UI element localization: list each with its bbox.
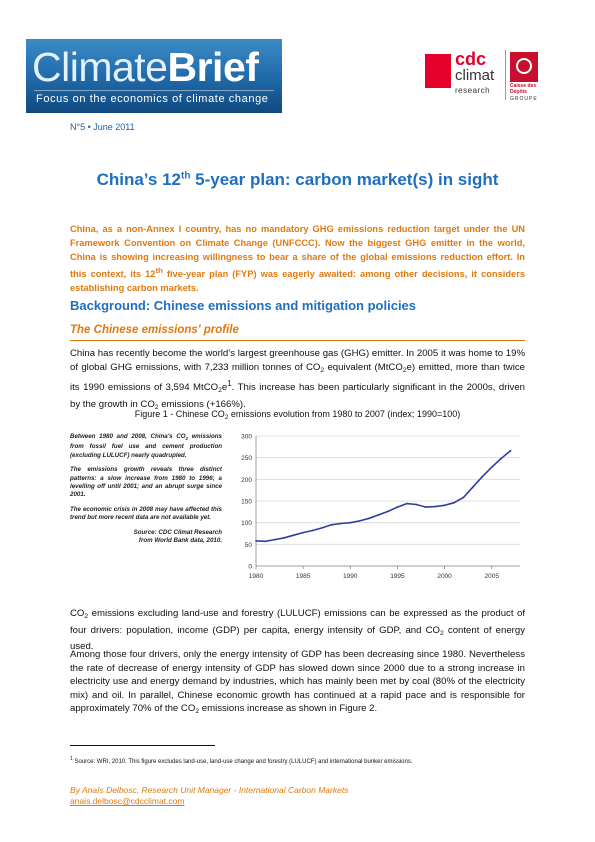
y-tick-label: 150 bbox=[241, 498, 252, 506]
cdc-red-block bbox=[425, 54, 451, 88]
x-tick-label: 2000 bbox=[437, 573, 452, 580]
data-point bbox=[312, 530, 314, 532]
brand-bold: Brief bbox=[167, 44, 259, 90]
data-point bbox=[397, 506, 399, 508]
data-point bbox=[265, 540, 267, 542]
data-point bbox=[406, 503, 408, 505]
data-point bbox=[491, 466, 493, 468]
section-heading: Background: Chinese emissions and mitigation policies bbox=[70, 298, 417, 313]
data-point bbox=[472, 486, 474, 488]
data-point bbox=[500, 458, 502, 460]
data-point bbox=[340, 523, 342, 525]
paragraph-2: $CO_2$ emissions excluding land-use and forestry (LULUCF) emissions can be expressed as the product of four drivers: population, income (GDP) per capita, energy intensity of GDP, and $CO_2$ content of energy used. bbox=[70, 608, 525, 652]
caisse-name: Caisse des Dépôts bbox=[510, 83, 537, 95]
data-point bbox=[481, 476, 483, 478]
logo-separator bbox=[505, 50, 506, 100]
data-point bbox=[274, 539, 276, 541]
author-byline: By Anaïs Delbosc, Research Unit Manager - International Carbon Markets bbox=[70, 785, 349, 795]
data-point bbox=[453, 502, 455, 504]
y-tick-label: 0 bbox=[248, 563, 252, 571]
data-point bbox=[349, 522, 351, 524]
author-email-link[interactable]: anais.delbosc@cdcclimat.com bbox=[70, 796, 185, 806]
subsection-heading: The Chinese emissions' profile bbox=[70, 324, 239, 336]
brand-light: Climate bbox=[32, 44, 168, 90]
paragraph-3: Among those four drivers, only the energy intensity of GDP has been decreasing since 1980. Nevertheless the rate of decrease of energy intensity of GDP has slowed down since 2000 due to a strong increase in electricity use and energy demand by industries, which has mainly been met by coal (80% of the electricity mix) and oil. In parallel, Chinese economic growth has continued at a rapid pace and is responsible for approximately 70% of the $CO_2$ emissions increase as shown in Figure 2. bbox=[70, 649, 525, 715]
caisse-group: GROUPE bbox=[510, 96, 538, 102]
data-point bbox=[255, 540, 257, 542]
x-tick-label: 1980 bbox=[248, 573, 264, 580]
issue-number: N°5 • June 2011 bbox=[70, 122, 135, 132]
figure-note-2: The emissions growth reveals three distinct patterns: a slow increase from 1980 to 1996; a levelling off until 2001; and an abrupt surge since 2001. bbox=[70, 466, 222, 499]
data-point bbox=[415, 504, 417, 506]
cdc-name: cdc bbox=[455, 49, 487, 69]
y-tick-label: 250 bbox=[241, 455, 252, 463]
y-tick-label: 100 bbox=[241, 520, 252, 528]
data-point bbox=[425, 506, 427, 508]
figure-caption: Figure 1 - Chinese $CO_2$ emissions evolution from 1980 to 2007 (index; 1990=100) bbox=[134, 409, 461, 421]
data-point bbox=[293, 534, 295, 536]
paragraph-1: China has recently become the world’s largest greenhouse gas (GHG) emitter. In 2005 it was home to 19% of global GHG emissions, with 7,233 million tonnes of $CO_2$ equivalent (MtCO$_2$e) emitted, more than twice its 1990 emissions of 3,594 $MtCO_2e^1$. This increase has been particularly significant in the 2000s, driven by the growth in $CO_2$ emissions (+166%). bbox=[70, 348, 525, 411]
figure-note-1: Between 1980 and 2008, China's $CO_2$ emissions from fossil fuel use and cement production (excluding LULUCF) nearly quadrupled. bbox=[70, 433, 223, 459]
data-point bbox=[321, 527, 323, 529]
x-tick-label: 1985 bbox=[295, 573, 311, 580]
figure-note-3: The economic crisis in 2008 may have affected this trend but more recent data are not available yet. bbox=[70, 505, 222, 522]
figure-note bbox=[70, 433, 222, 551]
data-point bbox=[463, 497, 465, 499]
caisse-emblem-icon bbox=[510, 52, 538, 82]
data-point bbox=[359, 520, 361, 522]
data-point bbox=[444, 504, 446, 506]
cdc-climat-logo bbox=[425, 50, 537, 106]
emissions-series-line bbox=[256, 451, 511, 542]
x-tick-label: 2005 bbox=[484, 573, 499, 580]
x-tick-label: 1995 bbox=[390, 573, 405, 580]
cdc-division: research bbox=[455, 86, 491, 95]
y-tick-label: 50 bbox=[244, 541, 252, 549]
footnote-rule bbox=[70, 745, 215, 746]
banner-divider bbox=[34, 90, 274, 91]
data-point bbox=[387, 511, 389, 513]
subsection-rule bbox=[70, 340, 525, 341]
data-point bbox=[331, 524, 333, 526]
x-tick-label: 1990 bbox=[343, 573, 358, 580]
brand-title bbox=[32, 42, 258, 92]
figure-source: Source: CDC Climat Research from World Bank data, 2010. bbox=[133, 528, 222, 545]
data-point bbox=[510, 450, 512, 452]
abstract: China, as a non-Annex I country, has no mandatory GHG emissions reduction target under the UN Framework Convention on Climate Change (UNFCCC). Now the biggest GHG emitter in the world, China is showing increasing willingness to bear a share of the global emissions reduction effort. In this context, its 12th five-year plan (FYP) was eagerly awaited: among other decisions, it considers establishing carbon markets. bbox=[70, 224, 525, 294]
y-tick-label: 200 bbox=[241, 476, 252, 484]
data-point bbox=[283, 537, 285, 539]
footnote: $^1$ Source: WRI, 2010. This figure excludes land-use, land-use change and forestry (LULUCF) and international bunker emissions. bbox=[70, 756, 413, 765]
brand-tagline: Focus on the economics of climate change bbox=[36, 93, 269, 105]
data-point bbox=[434, 506, 436, 508]
data-point bbox=[378, 514, 380, 516]
climate-brief-banner bbox=[26, 39, 282, 113]
cdc-sub: climat bbox=[455, 67, 495, 84]
data-point bbox=[368, 517, 370, 519]
page-title: China’s 12th 5-year plan: carbon market(s) in sight bbox=[96, 170, 499, 189]
caisse-depots-logo bbox=[510, 52, 538, 100]
emissions-line-chart bbox=[226, 430, 526, 588]
y-tick-label: 300 bbox=[241, 433, 252, 441]
data-point bbox=[302, 532, 304, 534]
